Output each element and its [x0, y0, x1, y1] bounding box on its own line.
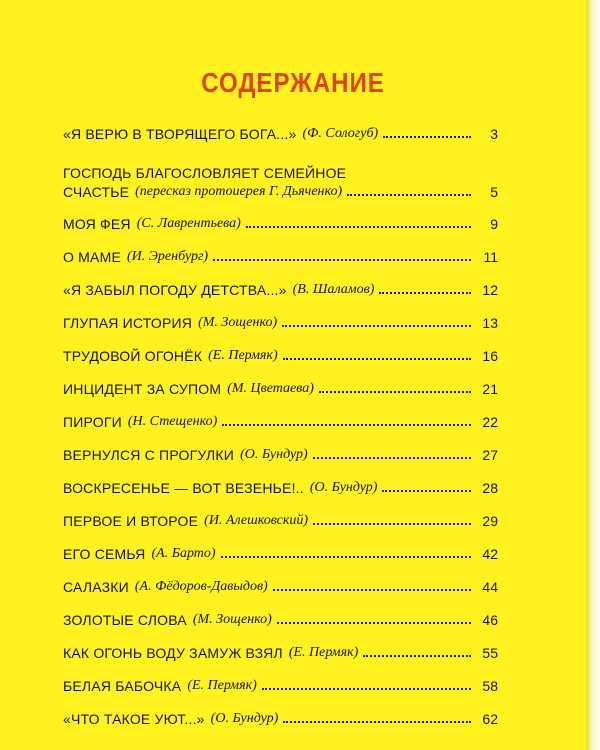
toc-entry — [63, 153, 498, 200]
entry-title: ВЕРНУЛСЯ С ПРОГУЛКИ — [63, 447, 235, 463]
entry-page-number: 5 — [490, 184, 498, 200]
toc-entry — [63, 375, 498, 397]
entry-title: О МАМЕ — [63, 249, 121, 265]
dot-leader — [283, 721, 471, 723]
dot-leader — [363, 655, 471, 657]
entry-page-number: 9 — [490, 216, 498, 232]
dot-leader — [379, 292, 471, 294]
toc-entry — [63, 672, 498, 694]
entry-page-number: 16 — [482, 348, 498, 364]
entry-author: (О. Бундур) — [210, 711, 279, 726]
entry-author: (Н. Стещенко) — [127, 414, 218, 429]
entry-title-line-2: СЧАСТЬЕ — [63, 184, 130, 200]
entry-author: (В. Шаламов) — [292, 282, 375, 297]
entry-author: (М. Цветаева) — [227, 381, 314, 396]
toc-entry — [63, 342, 498, 364]
dot-leader — [383, 136, 471, 138]
dot-leader — [313, 523, 471, 525]
entry-title: ГЛУПАЯ ИСТОРИЯ — [63, 315, 193, 331]
entry-page-number: 22 — [482, 414, 498, 430]
entry-author: (Е. Пермяк) — [187, 678, 257, 693]
entry-page-number: 58 — [482, 678, 498, 694]
toc-entry — [63, 474, 498, 496]
page-edge — [586, 0, 600, 750]
toc-entry — [63, 507, 498, 529]
entry-page-number: 44 — [482, 579, 498, 595]
entry-page-number: 29 — [482, 513, 498, 529]
entry-title: ПИРОГИ — [63, 414, 122, 430]
toc-entry — [63, 606, 498, 628]
entry-author: (А. Фёдоров-Давыдов) — [134, 579, 268, 594]
dot-leader — [246, 226, 471, 228]
entry-title: «ЧТО ТАКОЕ УЮТ...» — [63, 711, 205, 727]
entry-page-number: 46 — [482, 612, 498, 628]
entry-author: (М. Зощенко) — [192, 612, 272, 627]
dot-leader — [283, 358, 471, 360]
toc-entry — [63, 639, 498, 661]
entry-title: МОЯ ФЕЯ — [63, 216, 131, 232]
entry-title: ИНЦИДЕНТ ЗА СУПОМ — [63, 381, 222, 397]
entry-page-number: 55 — [482, 645, 498, 661]
entry-author: (М. Зощенко) — [198, 315, 278, 330]
dot-leader — [213, 259, 471, 261]
entry-title: ЕГО СЕМЬЯ — [63, 546, 146, 562]
toc-entry — [63, 243, 498, 265]
entry-title: САЛАЗКИ — [63, 579, 129, 595]
dot-leader — [273, 589, 471, 591]
dot-leader — [222, 424, 471, 426]
entry-title-line-1: ГОСПОДЬ БЛАГОСЛОВЛЯЕТ СЕМЕЙНОЕ — [63, 165, 347, 181]
dot-leader — [319, 391, 471, 393]
entry-author: (И. Алешковский) — [204, 513, 309, 528]
entry-author: (С. Лаврентьева) — [136, 216, 241, 231]
entry-page-number: 13 — [482, 315, 498, 331]
dot-leader — [282, 325, 471, 327]
entry-page-number: 11 — [483, 249, 498, 265]
page-title: СОДЕРЖАНИЕ — [201, 67, 385, 99]
entry-author: (Е. Пермяк) — [208, 348, 278, 363]
entry-title: «Я ЗАБЫЛ ПОГОДУ ДЕТСТВА...» — [63, 282, 287, 298]
entry-author: (О. Бундур) — [240, 447, 308, 462]
entry-page-number: 27 — [482, 447, 498, 463]
entry-author: (пересказ протоиерея Г. Дьяченко) — [135, 184, 343, 199]
dot-leader — [221, 556, 471, 558]
table-of-contents — [63, 120, 498, 738]
toc-entry — [63, 210, 498, 232]
dot-leader — [382, 490, 471, 492]
entry-page-number: 62 — [482, 711, 498, 727]
toc-entry — [63, 276, 498, 298]
toc-entry — [63, 705, 498, 727]
toc-entry — [63, 540, 498, 562]
entry-author: (И. Эренбург) — [126, 249, 209, 264]
entry-page-number: 42 — [482, 546, 498, 562]
dot-leader — [277, 622, 471, 624]
toc-entry — [63, 309, 498, 331]
entry-title: ВОСКРЕСЕНЬЕ — ВОТ ВЕЗЕНЬЕ!.. — [63, 480, 304, 496]
entry-author: (Е. Пермяк) — [288, 645, 359, 660]
entry-author: (Ф. Сологуб) — [302, 126, 379, 141]
entry-title: ПЕРВОЕ И ВТОРОЕ — [63, 513, 199, 529]
toc-entry — [63, 408, 498, 430]
entry-author: (А. Барто) — [151, 546, 216, 561]
entry-page-number: 3 — [490, 126, 498, 142]
entry-page-number: 28 — [482, 480, 498, 496]
dot-leader — [347, 194, 471, 196]
entry-title: КАК ОГОНЬ ВОДУ ЗАМУЖ ВЗЯЛ — [63, 645, 283, 661]
entry-title: ЗОЛОТЫЕ СЛОВА — [63, 612, 187, 628]
entry-page-number: 21 — [482, 381, 498, 397]
entry-title: «Я ВЕРЮ В ТВОРЯЩЕГО БОГА...» — [63, 126, 297, 142]
toc-entry — [63, 573, 498, 595]
toc-entry — [63, 441, 498, 463]
dot-leader — [313, 457, 471, 459]
entry-title: ТРУДОВОЙ ОГОНЁК — [63, 348, 203, 364]
entry-page-number: 12 — [482, 282, 498, 298]
entry-title: БЕЛАЯ БАБОЧКА — [63, 678, 182, 694]
entry-author: (О. Бундур) — [309, 480, 378, 495]
toc-entry — [63, 120, 498, 142]
dot-leader — [262, 688, 471, 690]
